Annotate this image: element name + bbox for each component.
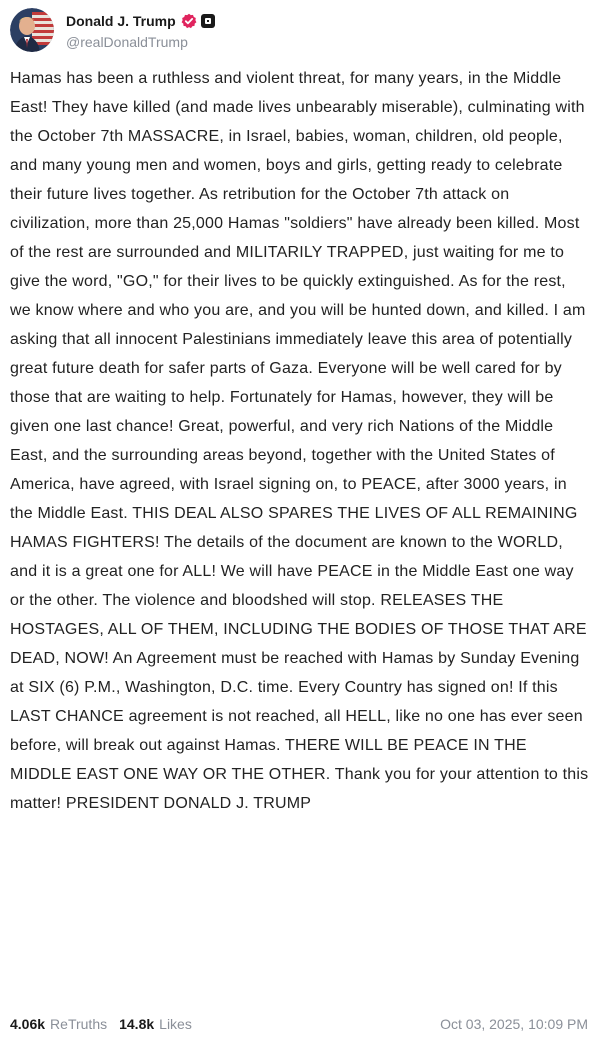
author-display-name[interactable]: Donald J. Trump bbox=[66, 12, 176, 29]
post-header bbox=[10, 6, 215, 54]
post-timestamp[interactable]: Oct 03, 2025, 10:09 PM bbox=[440, 1016, 588, 1032]
likes-count: 14.8k bbox=[119, 1016, 155, 1032]
retruths-count: 4.06k bbox=[10, 1016, 46, 1032]
retruths-stat[interactable] bbox=[10, 1016, 107, 1032]
author-handle[interactable]: @realDonaldTrump bbox=[66, 33, 188, 50]
likes-stat[interactable] bbox=[119, 1016, 192, 1032]
author-identity bbox=[66, 11, 215, 50]
post-footer bbox=[10, 1013, 588, 1035]
retruths-label: ReTruths bbox=[50, 1016, 108, 1032]
square-badge-icon[interactable] bbox=[201, 14, 215, 28]
avatar[interactable] bbox=[10, 8, 54, 52]
name-row bbox=[66, 11, 215, 31]
post-body-text: Hamas has been a ruthless and violent threat, for many years, in the Middle East! They have killed (and made lives unbearably miserable), culminating with the October 7th MASSACRE, in Israel, babies, woman, children, old people, and many young men and women, boys and girls, getting ready to celebrate their future lives together. As retribution for the October 7th attack on civilization, more than 25,000 Hamas "soldiers" have already been killed. Most of the rest are surrounded and MILITARILY TRAPPED, just waiting for me to give the word, "GO," for their lives to be quickly extinguished. As for the rest, we know where and who you are, and you will be hunted down, and killed. I am asking that all innocent Palestinians immediately leave this area of potentially great future death for safer parts of Gaza. Everyone will be well cared for by those that are waiting to help. Fortunately for Hamas, however, they will be given one last chance! Great, powerful, and very rich Nations of the Middle East, and the surrounding areas beyond, together with the United States of America, have agreed, with Israel signing on, to PEACE, after 3000 years, in the Middle East. THIS DEAL ALSO SPARES THE LIVES OF ALL REMAINING HAMAS FIGHTERS! The details of the document are known to the WORLD, and it is a great one for ALL! We will have PEACE in the Middle East one way or the other. The violence and bloodshed will stop. RELEASES THE HOSTAGES, ALL OF THEM, INCLUDING THE BODIES OF THOSE THAT ARE DEAD, NOW! An Agreement must be reached with Hamas by Sunday Evening at SIX (6) P.M., Washington, D.C. time. Every Country has signed on! If this LAST CHANCE agreement is not reached, all HELL, like no one has ever seen before, will break out against Hamas. THERE WILL BE PEACE IN THE MIDDLE EAST ONE WAY OR THE OTHER. Thank you for your attention to this matter! PRESIDENT DONALD J. TRUMP bbox=[10, 70, 589, 812]
likes-label: Likes bbox=[159, 1016, 192, 1032]
verified-badge-icon bbox=[181, 13, 197, 29]
avatar-portrait-flag-icon bbox=[10, 8, 54, 52]
